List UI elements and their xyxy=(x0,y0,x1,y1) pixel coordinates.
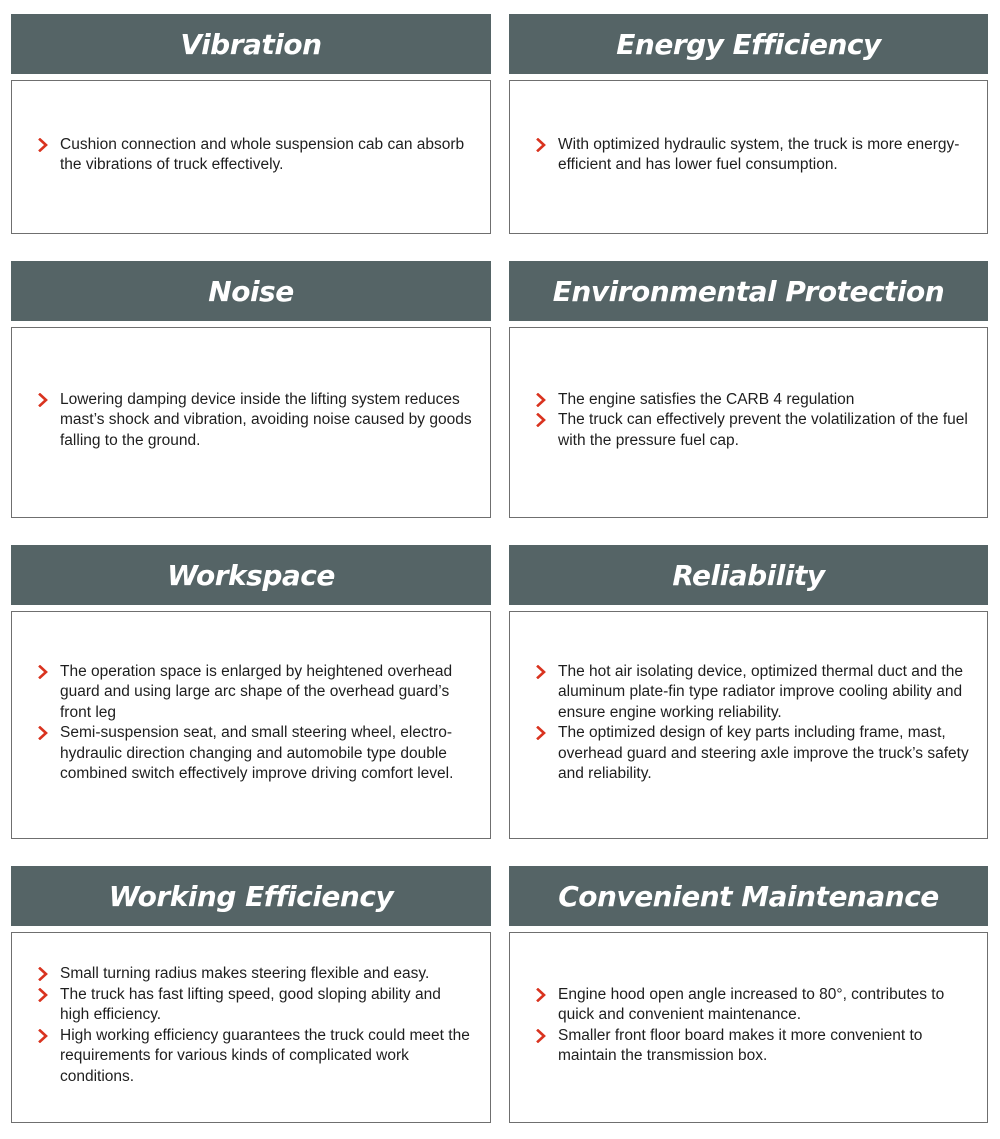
feature-card-noise xyxy=(11,261,491,518)
bullet-text: Small turning radius makes steering flexible and easy. xyxy=(60,965,430,982)
feature-card-reliability xyxy=(509,545,988,839)
bullet-item xyxy=(38,985,472,1026)
card-body xyxy=(509,80,988,234)
chevron-right-icon xyxy=(38,1026,60,1046)
card-title: Workspace xyxy=(11,545,491,605)
bullet-item xyxy=(38,1026,472,1088)
bullet-text: Smaller front floor board makes it more convenient to maintain the transmission box. xyxy=(558,1026,923,1064)
feature-card-convenient-maintenance xyxy=(509,866,988,1123)
bullet-text: Semi-suspension seat, and small steering wheel, electro-hydraulic direction changing and automobile type double combined switch effectively improve driving comfort level. xyxy=(60,724,454,782)
feature-card-environmental-protection xyxy=(509,261,988,518)
bullet-text: Lowering damping device inside the lifting system reduces mast’s shock and vibration, avoiding noise caused by goods falling to the ground. xyxy=(60,390,472,449)
chevron-right-icon xyxy=(38,723,60,743)
feature-card-energy-efficiency xyxy=(509,14,988,234)
bullet-item xyxy=(536,410,969,451)
feature-card-workspace xyxy=(11,545,491,839)
card-body xyxy=(11,327,491,518)
bullet-item xyxy=(536,723,969,785)
card-body xyxy=(11,80,491,234)
chevron-right-icon xyxy=(536,662,558,682)
bullet-item xyxy=(536,1026,969,1067)
bullet-text: With optimized hydraulic system, the truck is more energy-efficient and has lower fuel consumption. xyxy=(558,135,960,173)
chevron-right-icon xyxy=(38,985,60,1005)
chevron-right-icon xyxy=(38,964,60,984)
bullet-item xyxy=(536,390,969,411)
feature-card-working-efficiency xyxy=(11,866,491,1123)
bullet-text: The hot air isolating device, optimized thermal duct and the aluminum plate-fin type radiator improve cooling ability and ensure engine working reliability. xyxy=(558,662,963,721)
card-title: Working Efficiency xyxy=(11,866,491,926)
bullet-text: High working efficiency guarantees the truck could meet the requirements for various kinds of complicated work conditions. xyxy=(60,1026,470,1085)
card-body xyxy=(509,611,988,839)
card-title: Environmental Protection xyxy=(509,261,988,321)
card-body xyxy=(11,932,491,1123)
feature-card-vibration xyxy=(11,14,491,234)
bullet-item xyxy=(38,723,472,785)
card-title: Convenient Maintenance xyxy=(509,866,988,926)
chevron-right-icon xyxy=(536,390,558,410)
bullet-text: The truck has fast lifting speed, good sloping ability and high efficiency. xyxy=(60,985,441,1023)
bullet-item xyxy=(38,964,472,985)
bullet-text: The truck can effectively prevent the volatilization of the fuel with the pressure fuel cap. xyxy=(558,411,968,449)
bullet-item xyxy=(38,135,472,176)
card-title: Noise xyxy=(11,261,491,321)
chevron-right-icon xyxy=(536,723,558,743)
bullet-text: The operation space is enlarged by heightened overhead guard and using large arc shape of the overhead guard’s front leg xyxy=(60,662,453,721)
bullet-text: The engine satisfies the CARB 4 regulation xyxy=(558,390,855,408)
bullet-text: The optimized design of key parts including frame, mast, overhead guard and steering axle improve the truck’s safety and reliability. xyxy=(558,724,969,782)
bullet-item xyxy=(536,662,969,724)
chevron-right-icon xyxy=(38,390,60,410)
bullet-text: Engine hood open angle increased to 80°, contributes to quick and convenient maintenance. xyxy=(558,985,945,1023)
bullet-item xyxy=(536,135,969,176)
chevron-right-icon xyxy=(38,135,60,155)
bullet-item xyxy=(38,662,472,724)
card-title: Vibration xyxy=(11,14,491,74)
bullet-item xyxy=(38,390,472,452)
chevron-right-icon xyxy=(536,1026,558,1046)
chevron-right-icon xyxy=(536,410,558,430)
chevron-right-icon xyxy=(536,985,558,1005)
card-title: Reliability xyxy=(509,545,988,605)
chevron-right-icon xyxy=(536,135,558,155)
chevron-right-icon xyxy=(38,662,60,682)
card-body xyxy=(11,611,491,839)
card-body xyxy=(509,327,988,518)
card-title: Energy Efficiency xyxy=(509,14,988,74)
bullet-item xyxy=(536,985,969,1026)
card-body xyxy=(509,932,988,1123)
bullet-text: Cushion connection and whole suspension cab can absorb the vibrations of truck effectively. xyxy=(60,135,465,173)
